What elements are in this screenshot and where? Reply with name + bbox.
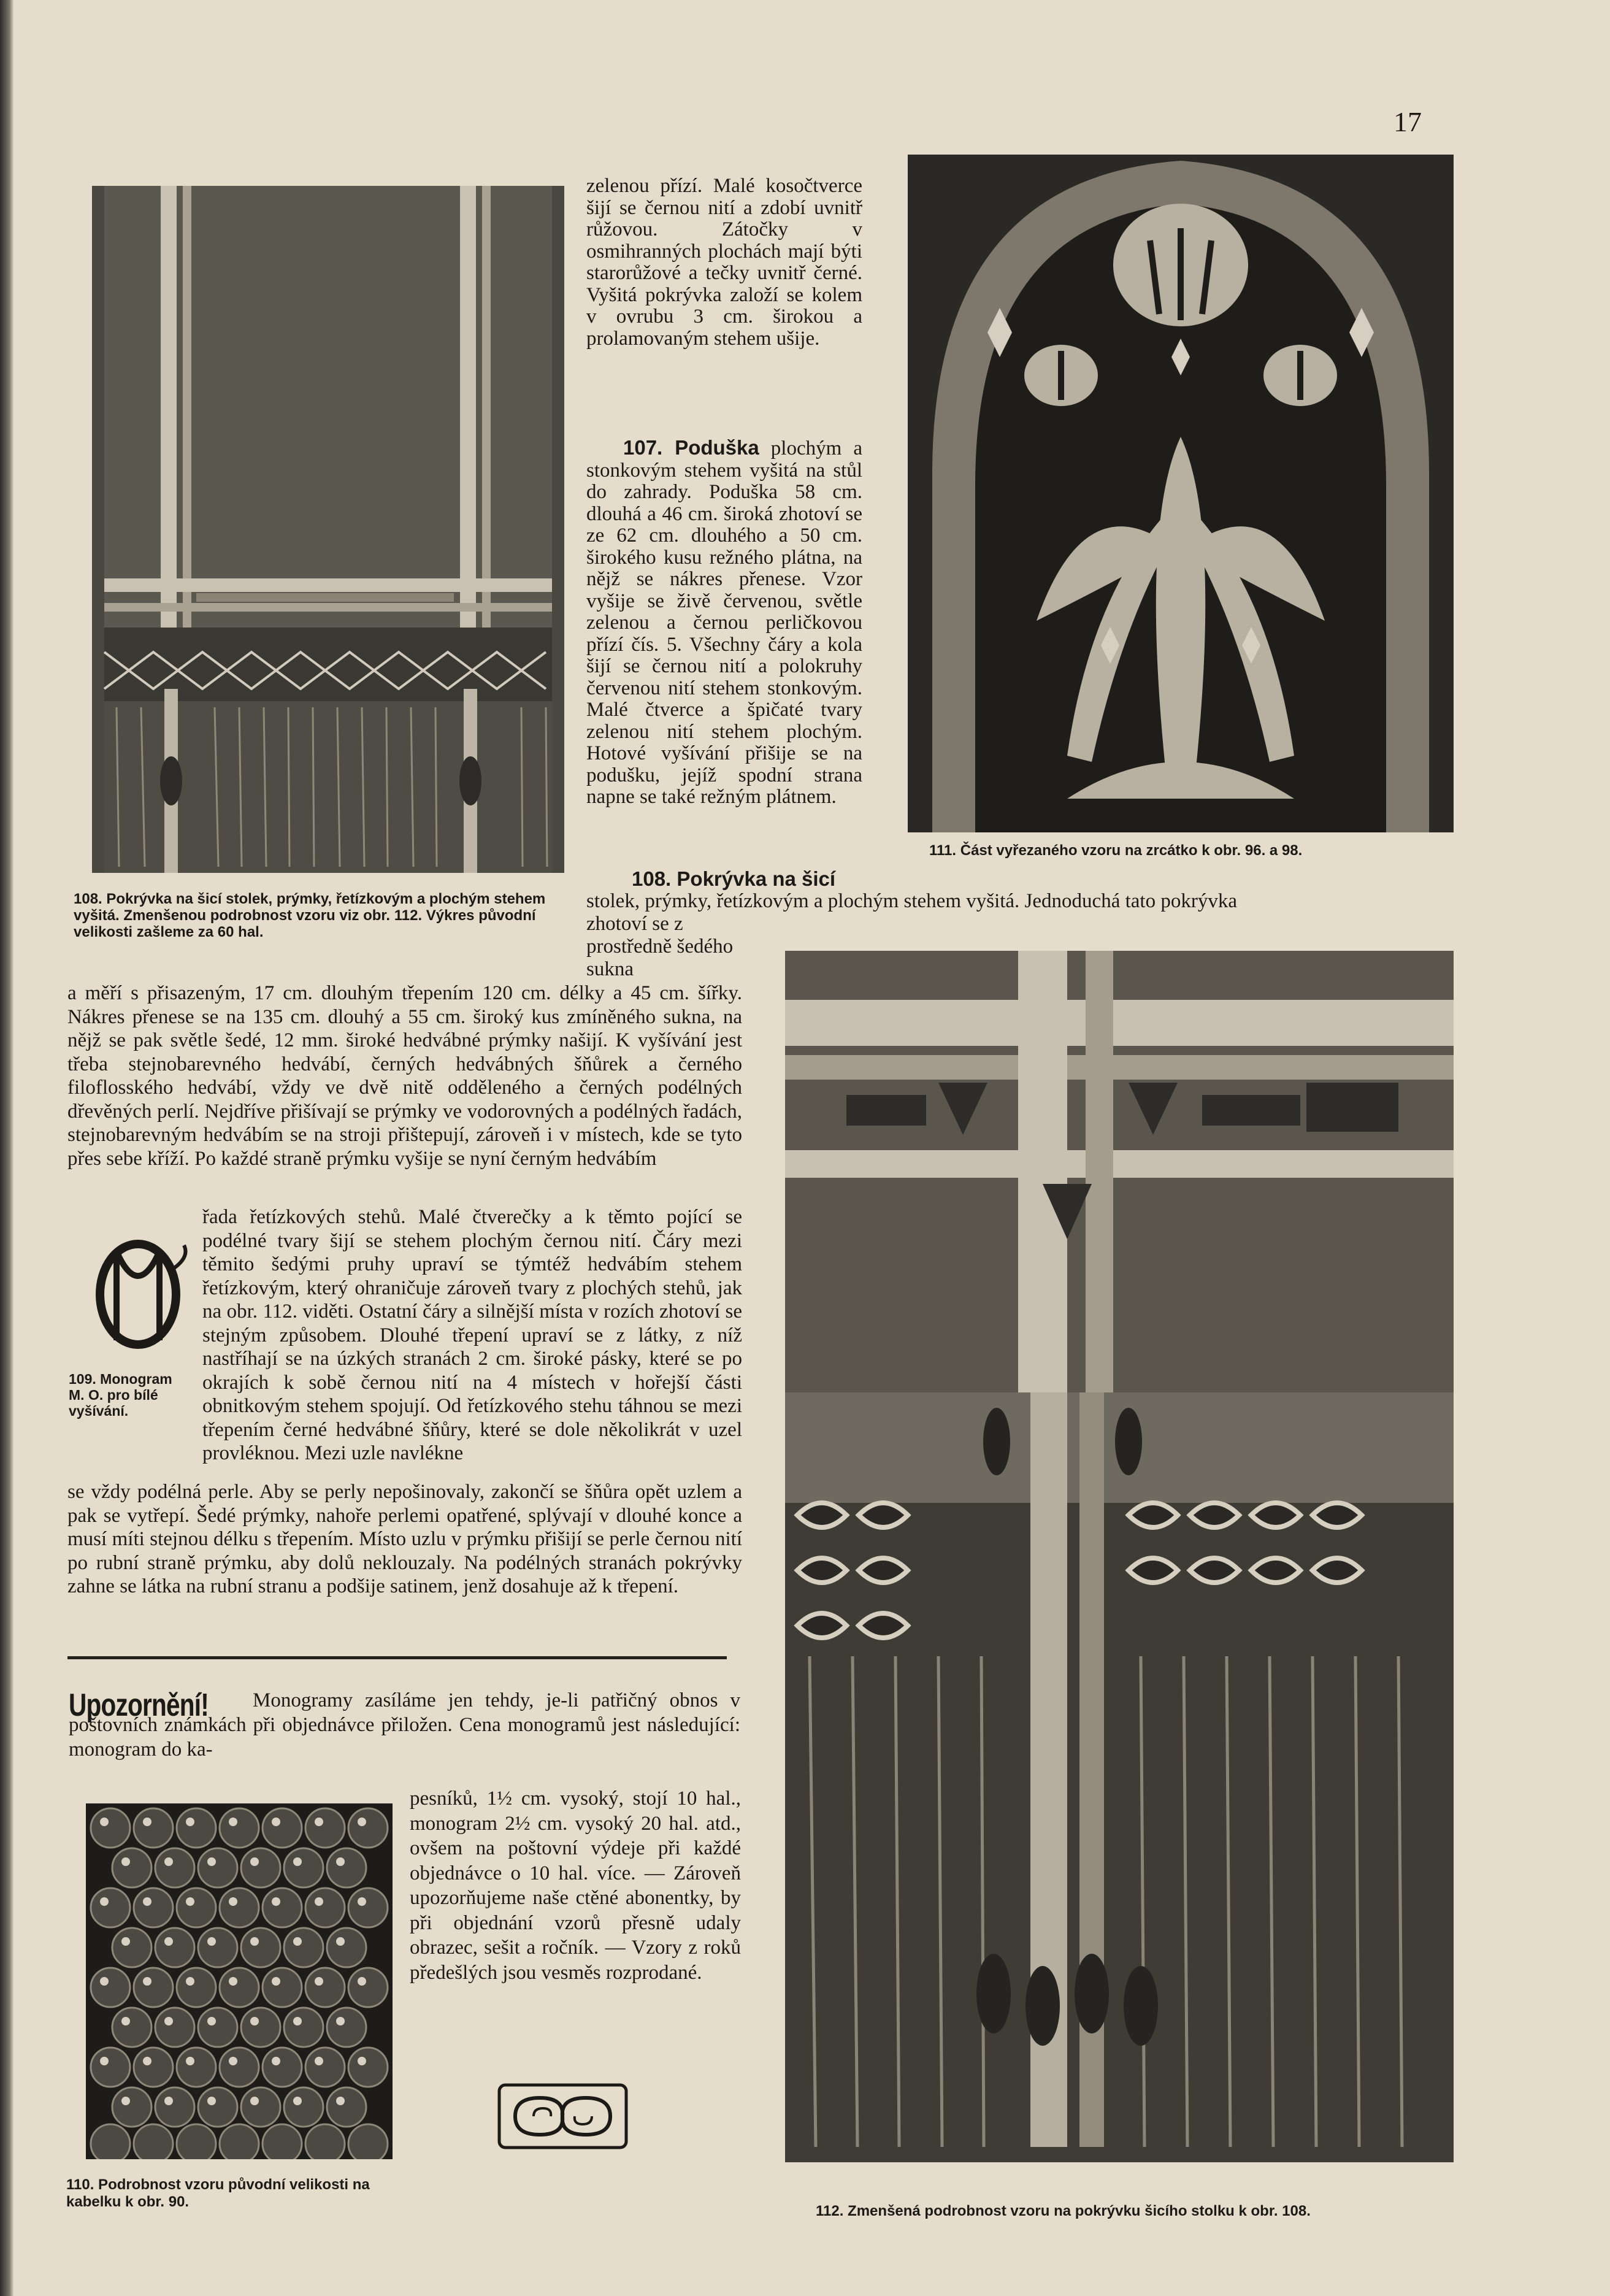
figure-112-photo	[785, 951, 1454, 2162]
item-108-final-text: se vždy podélná perle. Aby se perly nepošinovaly, zakončí se šňůra opět uzlem a pak se vytřepí. Šedé prýmky, nahoře perlemi opatřené, splývají v dlouhé konce a musí míti stejnou délku s třepením. Místo uzlu v prýmku přišijí se perle černou nití po rubní straně prýmku, aby dolů neklouzaly. Na podélných stranách pokrývky zahne se látka na rubní stranu a podšije satinem, jenž dosahuje až k třepení.	[67, 1481, 742, 1597]
figure-111-photo	[908, 155, 1454, 832]
caption-111: 111. Část vyřezaného vzoru na zrcátko k obr. 96. a 98.	[929, 842, 1303, 859]
item-107-title: 107. Poduška	[623, 436, 759, 459]
notice-lead-text: Monogramy zasíláme jen tehdy, je-li patřičný obnos v poštovních známkách při objednávce přiložen. Cena monogramů jest následující: monogram do ka-	[69, 1689, 740, 1760]
caption-108: 108. Pokrývka na šicí stolek, prýmky, řetízkovým a plochým stehem vyšitá. Zmenšenou podrobnost vzoru viz obr. 112. Výkres původní velikosti zašleme za 60 hal.	[74, 891, 546, 940]
page-number: 17	[1393, 106, 1422, 137]
column-text-continuation: zelenou přízí. Malé kosočtverce šijí se černou nití a zdobí uvnitř růžovou. Zátočky v osmihranných plochách mají býti starorůžové a tečky uvnitř černé. Vyšitá pokrývka založí se kolem v ovrubu 3 cm. širokou a prolamovaným stehem ušije.	[586, 175, 862, 350]
notice-title: Upozornění!	[69, 1687, 209, 1723]
item-107-paragraph	[586, 437, 862, 808]
tablecloth-detail-figure	[785, 951, 1454, 2162]
item-108-first-line: stolek, prýmky, řetízkovým a plochým stehem vyšitá. Jednoduchá tato pokrývka	[586, 890, 1237, 912]
monogram-mo-icon	[86, 1233, 190, 1356]
caption-109: 109. Monogram M. O. pro bílé vyšívání.	[69, 1371, 172, 1419]
item-107-text: plochým a stonkovým stehem vyšitá na stůl do zahrady. Poduška 58 cm. dlouhá a 46 cm. široká zhotoví se ze 62 cm. dlouhého a 50 cm. širokého kusu režného plátna, na nějž se nákres přenese. Vzor vyšije se živě červenou, světle zelenou a černou perličkovou přízí čís. 5. Všechny čáry a kola šijí se černou nití a polokruhy červenou nití stehem stonkovým. Malé čtverce a špičaté tvary zelenou nití stehem plochým. Hotové vyšívání přišije se na podušku, jejíž spodní strana napne se také režným plátnem.	[586, 437, 862, 808]
item-108-title: 108. Pokrývka na šicí	[632, 867, 836, 890]
tablecloth-figure	[92, 186, 564, 873]
carved-mirror-figure	[908, 155, 1454, 832]
item-108-indented-text: řada řetízkových stehů. Malé čtverečky a k těmto pojící se podélné tvary šijí se stehem plochým černou nití. Čáry mezi těmito šedými pruhy upraví se týmtéž hedvábím stehem řetízkovým, který ohraničuje zároveň tvary z plochých stehů, jak na obr. 112. viděti. Ostatní čáry a silnější místa v rozích zhotoví se stejným způsobem. Dlouhé třepení upraví se z látky, z níž nastříhají se na úzkých stranách 2 cm. široké pásky, které se po okrajích k sobě černou nití na 4 místech v hořejší části obnitkovým stehem spojují. Od řetízkového stehu táhnou se mezi třepením černé hedvábné šňůry, které se dole několikrát v uzel provléknou. Mezi uzle navlékne	[202, 1206, 742, 1464]
caption-110: 110. Podrobnost vzoru původní velikosti na kabelku k obr. 90.	[66, 2176, 370, 2210]
decorative-ornament	[497, 2083, 629, 2150]
notice-rest-text: pesníků, 1½ cm. vysoký, stojí 10 hal., monogram 2½ cm. vysoký 20 hal. atd., ovšem na poštovní výdeje při každé objednávce o 10 hal. více. — Zároveň upozorňujeme naše ctěné abonentky, by při objednání vzorů přesně udaly obrazec, sešit a ročník. — Vzory z roků předešlých jsou vesměs rozprodané.	[410, 1787, 741, 1984]
page-spine-shadow	[0, 0, 13, 2296]
decorative-knot-icon	[497, 2083, 629, 2150]
figure-110-photo	[86, 1803, 393, 2159]
figure-109-monogram	[86, 1233, 190, 1356]
item-108-wide-text: a měří s přisazeným, 17 cm. dlouhým třepením 120 cm. délky a 45 cm. šířky. Nákres přenese se na 135 cm. dlouhý a 55 cm. široký kus zmíněného sukna, na nějž se pak světle šedé, 12 mm. široké hedvábné prýmky našijí. K vyšívání jest třeba stejnobarevného hedvábí, černých hedvábných šňůrek a černého filoflosského hedvábí, vždy ve dvě nitě odděleného a černých podélných dřevěných perlí. Nejdříve přišívají se prýmky ve vodorovných a podélných řadách, stejnobarevným hedvábím se na stroji přištepují, zároveň i v místech, kde se tyto přes sebe kříží. Po každé straně prýmku vyšije se nyní černým hedvábím	[67, 982, 742, 1170]
figure-108-photo	[92, 186, 564, 873]
caption-112: 112. Zmenšená podrobnost vzoru na pokrývku šicího stolku k obr. 108.	[816, 2203, 1311, 2219]
beaded-pattern-figure	[86, 1803, 393, 2159]
item-108-narrow-text: zhotoví se z prostředně šedého sukna	[586, 913, 734, 980]
section-divider	[67, 1656, 727, 1659]
